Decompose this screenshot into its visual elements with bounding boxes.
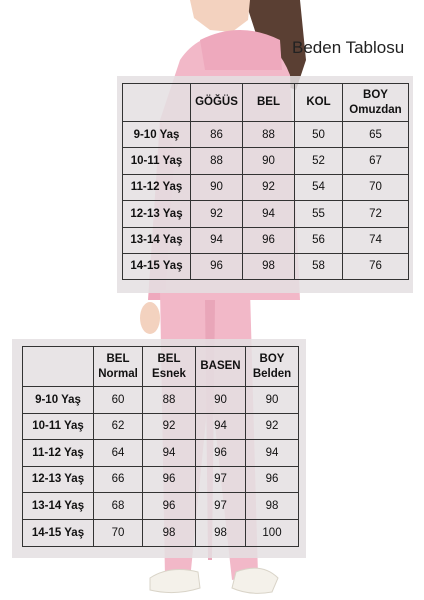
row-label: 12-13 Yaş: [23, 466, 94, 493]
table-cell: 96: [143, 466, 196, 493]
table-cell: 94: [191, 227, 243, 253]
face-shape: [190, 0, 250, 32]
table-row: [23, 440, 299, 467]
table-cell: 60: [94, 387, 143, 414]
header-cell: BEL Esnek: [143, 347, 196, 387]
table-cell: 92: [246, 413, 299, 440]
table-cell: 96: [143, 493, 196, 520]
row-label: 13-14 Yaş: [123, 227, 191, 253]
row-label: 14-15 Yaş: [123, 253, 191, 279]
table-cell: 56: [295, 227, 343, 253]
header-cell: [23, 347, 94, 387]
row-label: 11-12 Yaş: [123, 174, 191, 200]
bottom-size-table: [22, 346, 299, 547]
table-row: [23, 519, 299, 546]
row-label: 10-11 Yaş: [123, 148, 191, 174]
table-cell: 96: [246, 466, 299, 493]
table-cell: 94: [196, 413, 246, 440]
table-row: [123, 122, 409, 148]
table-row: [123, 148, 409, 174]
table-cell: 88: [243, 122, 295, 148]
top-size-table: [122, 83, 409, 280]
table-header-row: [23, 347, 299, 387]
header-cell: BEL Normal: [94, 347, 143, 387]
table-cell: 55: [295, 201, 343, 227]
header-cell: GÖĞÜS: [191, 84, 243, 122]
row-label: 9-10 Yaş: [23, 387, 94, 414]
table-cell: 96: [191, 253, 243, 279]
table-cell: 74: [343, 227, 409, 253]
table-row: [123, 201, 409, 227]
header-cell: BEL: [243, 84, 295, 122]
table-cell: 96: [196, 440, 246, 467]
header-cell: BOY Belden: [246, 347, 299, 387]
table-cell: 67: [343, 148, 409, 174]
table-cell: 86: [191, 122, 243, 148]
row-label: 9-10 Yaş: [123, 122, 191, 148]
shoe-right: [232, 568, 278, 593]
row-label: 13-14 Yaş: [23, 493, 94, 520]
table-cell: 62: [94, 413, 143, 440]
table-cell: 66: [94, 466, 143, 493]
table-cell: 94: [243, 201, 295, 227]
row-label: 14-15 Yaş: [23, 519, 94, 546]
table-cell: 96: [243, 227, 295, 253]
table-cell: 90: [191, 174, 243, 200]
table-row: [123, 174, 409, 200]
table-cell: 52: [295, 148, 343, 174]
table-row: [23, 466, 299, 493]
table-row: [23, 493, 299, 520]
header-cell: BASEN: [196, 347, 246, 387]
table-row: [123, 227, 409, 253]
table-cell: 94: [143, 440, 196, 467]
table-cell: 65: [343, 122, 409, 148]
table-cell: 97: [196, 466, 246, 493]
table-cell: 92: [143, 413, 196, 440]
shoe-left: [150, 570, 200, 593]
header-cell: BOY Omuzdan: [343, 84, 409, 122]
header-cell: [123, 84, 191, 122]
table-cell: 90: [196, 387, 246, 414]
table-cell: 70: [94, 519, 143, 546]
table-cell: 68: [94, 493, 143, 520]
table-cell: 76: [343, 253, 409, 279]
table-cell: 90: [246, 387, 299, 414]
table-cell: 98: [143, 519, 196, 546]
table-cell: 100: [246, 519, 299, 546]
header-cell: KOL: [295, 84, 343, 122]
table-cell: 94: [246, 440, 299, 467]
table-row: [23, 413, 299, 440]
page-title: Beden Tablosu: [292, 38, 405, 57]
row-label: 11-12 Yaş: [23, 440, 94, 467]
table-cell: 88: [191, 148, 243, 174]
hand-shape: [140, 302, 160, 334]
table-cell: 92: [191, 201, 243, 227]
table-row: [23, 387, 299, 414]
table-cell: 70: [343, 174, 409, 200]
row-label: 12-13 Yaş: [123, 201, 191, 227]
table-cell: 64: [94, 440, 143, 467]
table-row: [123, 253, 409, 279]
table-cell: 50: [295, 122, 343, 148]
table-cell: 58: [295, 253, 343, 279]
table-cell: 92: [243, 174, 295, 200]
table-cell: 88: [143, 387, 196, 414]
table-cell: 54: [295, 174, 343, 200]
hood-shape: [200, 30, 282, 70]
table-header-row: [123, 84, 409, 122]
table-cell: 98: [246, 493, 299, 520]
table-cell: 98: [243, 253, 295, 279]
table-cell: 98: [196, 519, 246, 546]
table-cell: 97: [196, 493, 246, 520]
table-cell: 72: [343, 201, 409, 227]
row-label: 10-11 Yaş: [23, 413, 94, 440]
table-cell: 90: [243, 148, 295, 174]
